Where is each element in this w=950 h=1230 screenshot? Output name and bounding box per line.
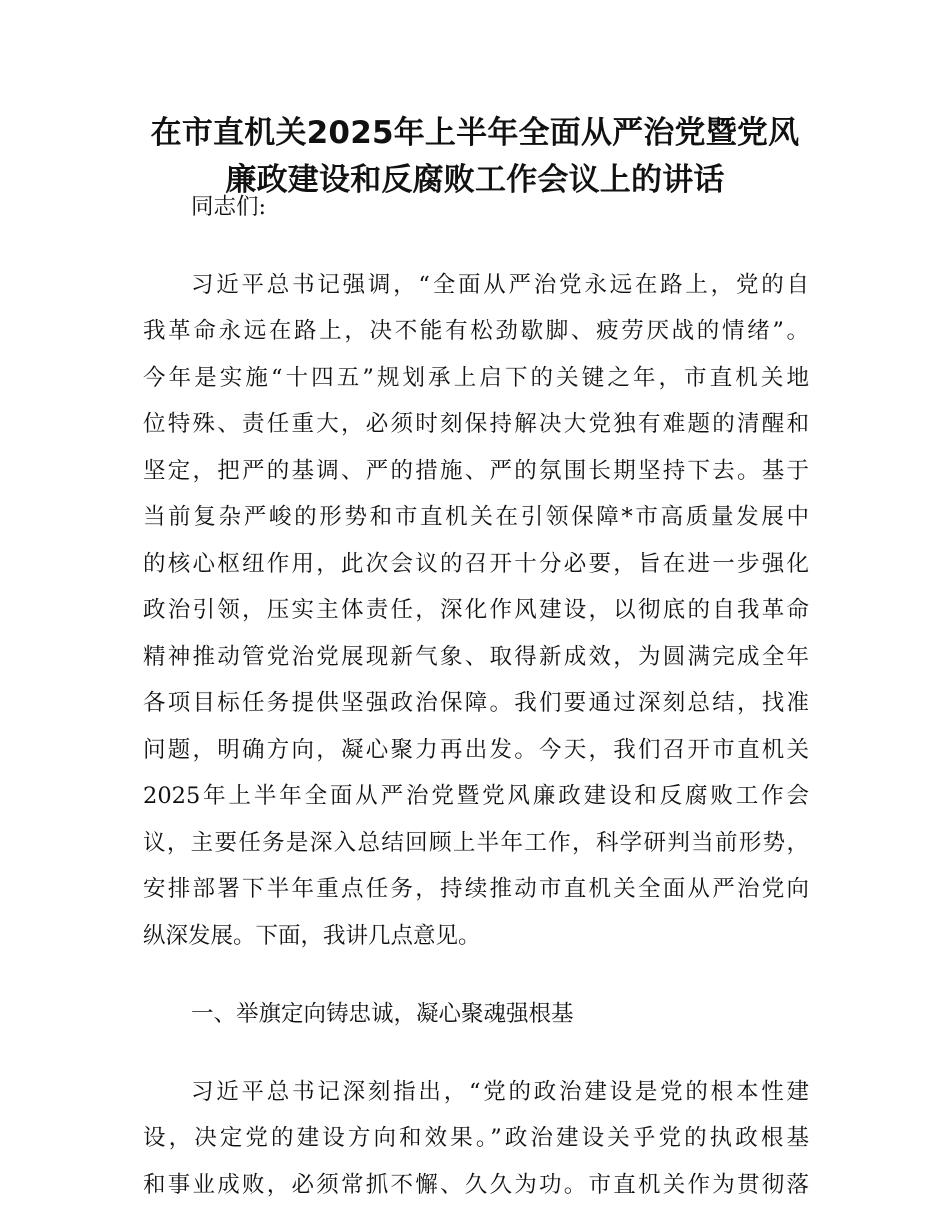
greeting: 同志们: [191, 194, 267, 220]
paragraph-1-line: 安排部署下半年重点任务，持续推动市直机关全面从严治党向 [143, 876, 809, 902]
paragraph-1-line: 位特殊、责任重大，必须时刻保持解决大党独有难题的清醒和 [143, 411, 809, 437]
paragraph-1-line: 习近平总书记强调，“全面从严治党永远在路上，党的自 [191, 272, 809, 298]
paragraph-1-line: 2025年上半年全面从严治党暨党风廉政建设和反腐败工作会 [143, 783, 809, 809]
paragraph-1-line: 坚定，把严的基调、严的措施、严的氛围长期坚持下去。基于 [143, 458, 809, 484]
paragraph-1-line: 政治引领，压实主体责任，深化作风建设，以彻底的自我革命 [143, 597, 809, 623]
paragraph-1-line: 纵深发展。下面，我讲几点意见。 [143, 923, 481, 949]
document-title-line-2: 廉政建设和反腐败工作会议上的讲话 [225, 162, 725, 198]
paragraph-1-line: 问题，明确方向，凝心聚力再出发。今天，我们召开市直机关 [143, 737, 809, 763]
document-title-line-1: 在市直机关2025年上半年全面从严治党暨党风 [150, 115, 800, 151]
paragraph-2-line: 和事业成败，必须常抓不懈、久久为功。市直机关作为贯彻落 [143, 1172, 809, 1198]
paragraph-2-line: 设，决定党的建设方向和效果。”政治建设关乎党的执政根基 [143, 1125, 809, 1151]
paragraph-1-line: 精神推动管党治党展现新气象、取得新成效，为圆满完成全年 [143, 644, 809, 670]
paragraph-1-line: 今年是实施“十四五”规划承上启下的关键之年，市直机关地 [143, 365, 809, 391]
paragraph-2-line: 习近平总书记深刻指出，“党的政治建设是党的根本性建 [191, 1079, 809, 1105]
paragraph-1-line: 当前复杂严峻的形势和市直机关在引领保障*市高质量发展中 [143, 504, 809, 530]
paragraph-1-line: 的核心枢纽作用，此次会议的召开十分必要，旨在进一步强化 [143, 551, 809, 577]
paragraph-1-line: 各项目标任务提供坚强政治保障。我们要通过深刻总结，找准 [143, 690, 809, 716]
paragraph-1-line: 议，主要任务是深入总结回顾上半年工作，科学研判当前形势， [143, 830, 809, 856]
section-heading-1: 一、举旗定向铸忠诚，凝心聚魂强根基 [191, 1001, 574, 1027]
paragraph-1-line: 我革命永远在路上，决不能有松劲歇脚、疲劳厌战的情绪”。 [143, 318, 809, 344]
